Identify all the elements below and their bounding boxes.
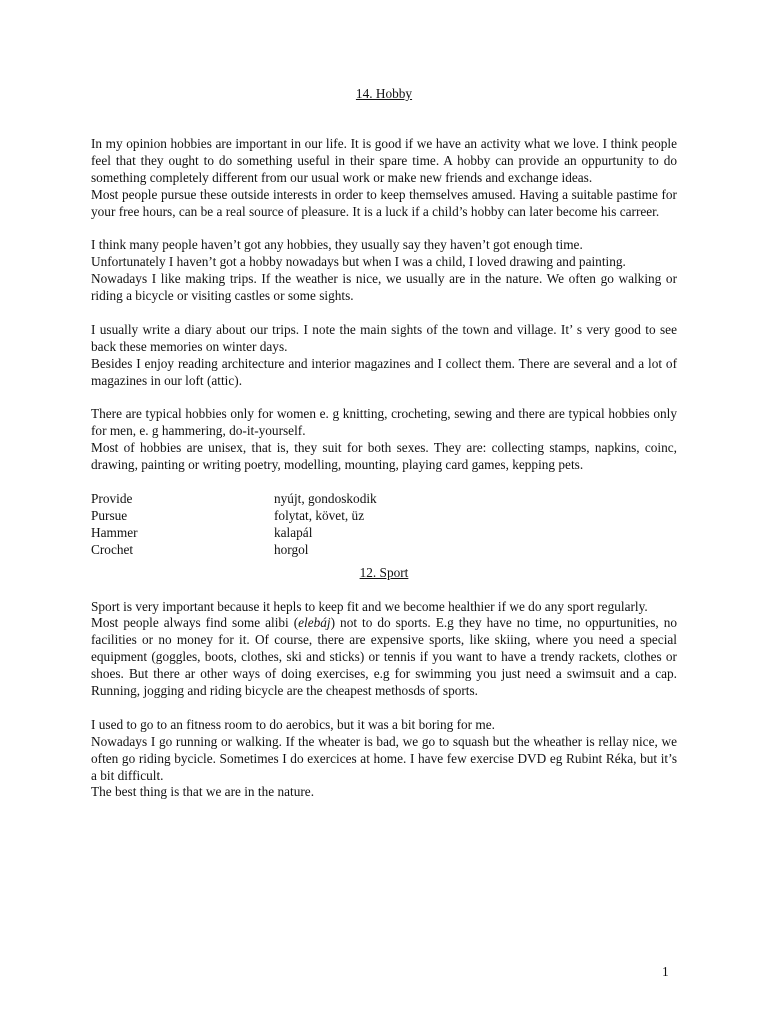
paragraph-gap [91, 474, 677, 491]
paragraph-gap [91, 221, 677, 238]
hobby-paragraph-5: Nowadays I like making trips. If the weather is nice, we usually are in the nature. We often go walking or riding a bicycle or visiting castles or some sights. [91, 271, 677, 304]
vocab-term: Pursue [91, 507, 128, 523]
paragraph-gap [91, 390, 677, 407]
sport-paragraph-4: Nowadays I go running or walking. If the wheater is bad, we go to squash but the wheather is rellay nice, we often go riding bycicle. Sometimes I do exercices at home. I have few exercise DVD eg Rubint Réka, but it’s a bit difficult. [91, 733, 677, 783]
vocab-translation: kalapál [274, 524, 313, 540]
sport-paragraph-2 [91, 615, 677, 700]
hobby-paragraph-9: Most of hobbies are unisex, that is, they suit for both sexes. They are: collecting stamps, napkins, coinc, drawing, painting or writing poetry, modelling, mounting, playing card games, kepping pets. [91, 440, 677, 473]
hobby-paragraph-4: Unfortunately I haven’t got a hobby nowadays but when I was a child, I loved drawing and painting. [91, 254, 626, 270]
paragraph-gap [91, 700, 677, 717]
vocab-translation: folytat, követ, üz [274, 507, 365, 523]
page-number: 1 [662, 964, 669, 979]
document-page [91, 86, 677, 801]
hobby-paragraph-2: Most people pursue these outside interests in order to keep themselves amused. Having a suitable pastime for your free hours, can be a real source of pleasure. It is a luck if a child’s hobby can later become his carreer. [91, 186, 677, 219]
hobby-paragraph-1: In my opinion hobbies are important in our life. It is good if we have an activity what we love. I think people feel that they ought to do something useful in their spare time. A hobby can provide an oppurtunity to do something completely different from our usual work or make new friends and exchange ideas. [91, 136, 677, 185]
paragraph-gap [91, 305, 677, 322]
sport-p2-italic-word: elebáj [298, 615, 331, 631]
hobby-paragraph-7: Besides I enjoy reading architecture and interior magazines and I collect them. There are several and a lot of magazines in our loft (attic). [91, 355, 677, 388]
sport-paragraph-1: Sport is very important because it hepls to keep fit and we become healthier if we do any sport regularly. [91, 598, 648, 614]
vocab-term: Hammer [91, 524, 138, 540]
sport-paragraph-5: The best thing is that we are in the nature. [91, 784, 315, 800]
vocab-term: Crochet [91, 541, 134, 557]
sport-p2-before: Most people always find some alibi ( [91, 615, 299, 631]
hobby-paragraph-8: There are typical hobbies only for women e. g knitting, crocheting, sewing and there are typical hobbies only for men, e. g hammering, do-it-yourself. [91, 406, 677, 439]
sport-title: 12. Sport [359, 564, 409, 580]
vocabulary-list [91, 491, 677, 559]
vocab-translation: nyújt, gondoskodik [274, 490, 377, 506]
hobby-paragraph-3: I think many people haven’t got any hobbies, they usually say they haven’t got enough time. [91, 237, 583, 253]
sport-paragraph-3: I used to go to an fitness room to do aerobics, but it was a bit boring for me. [91, 716, 496, 732]
hobby-paragraph-6: I usually write a diary about our trips. I note the main sights of the town and village. It’ s very good to see back these memories on winter days. [91, 321, 677, 354]
sport-p2-after: ) not to do sports. E.g they have no time, no oppurtunities, no facilities or no money for it. Of course, there are expensive sports, like skiing, where you need a special equipment (goggles, boots, clothes, ski and sticks) or tennis if you want to have a trendy rackets, clothes or shoes. But there ar other ways of doing exercises, e.g for swimming you just need a swimsuit and a cap. Running, jogging and riding bicycle are the cheapest methosds of sports. [91, 615, 677, 699]
vocab-term: Provide [91, 490, 133, 506]
vocab-translation: horgol [274, 541, 309, 557]
hobby-title: 14. Hobby [355, 86, 413, 101]
